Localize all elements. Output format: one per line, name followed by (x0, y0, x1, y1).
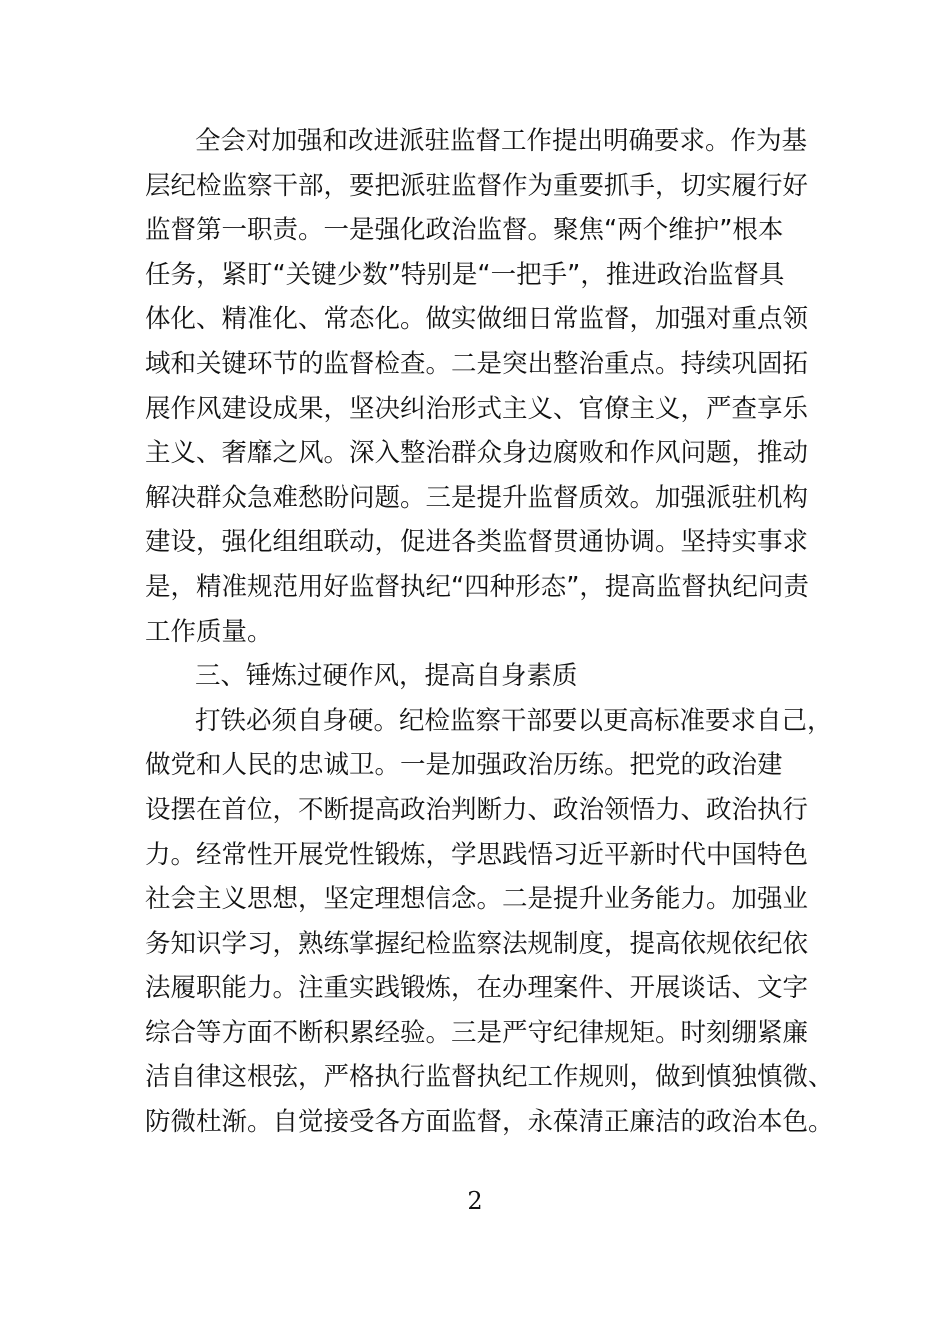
page-number: 2 (467, 1187, 483, 1215)
paragraph-line: 层纪检监察干部，要把派驻监督作为重要抓手，切实履行好 (145, 170, 809, 201)
paragraph-line: 做党和人民的忠诚卫。一是加强政治历练。把党的政治建 (145, 750, 783, 781)
paragraph-line: 工作质量。 (145, 616, 273, 647)
section-heading: 三、锤炼过硬作风，提高自身素质 (195, 661, 578, 692)
paragraph-line: 综合等方面不断积累经验。三是严守纪律规矩。时刻绷紧廉 (145, 1017, 809, 1048)
paragraph-line: 主义、奢靡之风。深入整治群众身边腐败和作风问题，推动 (145, 438, 809, 469)
paragraph-line: 力。经常性开展党性锻炼，学思践悟习近平新时代中国特色 (145, 839, 809, 870)
paragraph-line: 社会主义思想，坚定理想信念。二是提升业务能力。加强业 (145, 884, 809, 915)
paragraph-line: 任务，紧盯“关键少数”特别是“一把手”，推进政治监督具 (145, 259, 785, 290)
paragraph-line: 全会对加强和改进派驻监督工作提出明确要求。作为基 (195, 126, 808, 156)
paragraph-line: 体化、精准化、常态化。做实做细日常监督，加强对重点领 (145, 304, 809, 335)
paragraph-line: 展作风建设成果，坚决纠治形式主义、官僚主义，严查享乐 (145, 393, 809, 424)
paragraph-line: 洁自律这根弦，严格执行监督执纪工作规则，做到慎独慎微、 (145, 1062, 834, 1093)
paragraph-line: 防微杜渐。自觉接受各方面监督，永葆清正廉洁的政治本色。 (145, 1107, 834, 1138)
paragraph-line: 是，精准规范用好监督执纪“四种形态”，提高监督执纪问责 (145, 571, 809, 602)
paragraph-line: 设摆在首位，不断提高政治判断力、政治领悟力、政治执行 (145, 794, 809, 825)
document-body (145, 119, 834, 1145)
paragraph-line: 解决群众急难愁盼问题。三是提升监督质效。加强派驻机构 (145, 482, 809, 513)
paragraph-line: 法履职能力。注重实践锻炼，在办理案件、开展谈话、文字 (145, 973, 809, 1004)
paragraph-line: 建设，强化组组联动，促进各类监督贯通协调。坚持实事求 (145, 527, 809, 558)
paragraph-line: 监督第一职责。一是强化政治监督。聚焦“两个维护”根本 (145, 215, 784, 246)
paragraph-line: 域和关键环节的监督检查。二是突出整治重点。持续巩固拓 (145, 348, 809, 379)
paragraph-line: 打铁必须自身硬。纪检监察干部要以更高标准要求自己， (195, 705, 833, 736)
paragraph-line: 务知识学习，熟练掌握纪检监察法规制度，提高依规依纪依 (145, 928, 809, 959)
